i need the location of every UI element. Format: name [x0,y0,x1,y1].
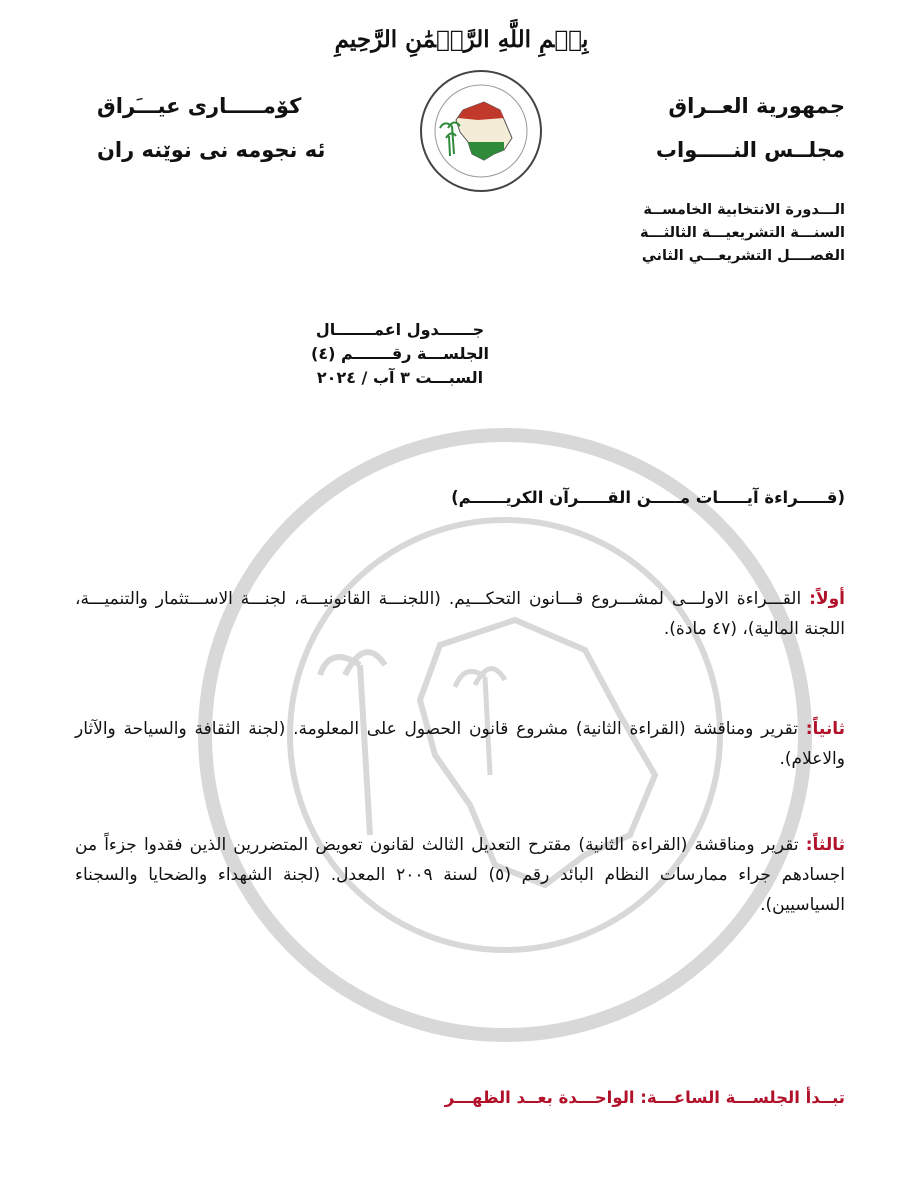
basmala-heading: بِسۡمِ اللَّهِ الرَّحۡمَٰنِ الرَّحِيمِ [334,26,589,53]
agenda-item [75,830,845,920]
parliament-emblem-icon [418,68,544,194]
agenda-item-text: تقرير ومناقشة (القراءة الثانية) مشروع قانون الحصول على المعلومة. (لجنة الثقافة والسياحة والآثار والاعلام). [75,719,845,769]
country-name-kurdish: كۆمـــــارى عيـــَراق [97,94,302,118]
council-name-kurdish: ئه نجومه نى نوێنه ران [97,138,326,162]
session-number: الجلســـة رقـــــــم (٤) [311,344,489,363]
electoral-session: الـــدورة الانتخابية الخامســة [643,202,845,218]
agenda-item-number: أولاً: [809,589,845,609]
agenda-title: جــــــدول اعمـــــــال [315,320,485,339]
session-date: السبـــت ٣ آب / ٢٠٢٤ [316,368,484,387]
agenda-item [75,584,845,644]
quran-reading-item: (قـــــراءة آيـــــات مـــــن القـــــرآن الكريــــــم) [451,488,845,507]
council-name-arabic: مجلــس النـــــواب [655,138,845,162]
agenda-item-number: ثانياً: [805,719,845,739]
agenda-item-text: تقرير ومناقشة (القراءة الثانية) مقترح التعديل الثالث لقانون تعويض المتضررين الذين فقدوا جزءاً من اجسادهم جراء ممارسات النظام البائد رقم (٥) لسنة ٢٠٠٩ المعدل. (لجنة الشهداء والضحايا والسجناء السياسيين). [75,835,845,915]
agenda-item-text: القـــراءة الاولـــى لمشـــروع قـــانون التحكـــيم. (اللجنـــة القانونيـــة، لجنـــة الاســـتثمار والتنميـــة، اللجنة المالية)، (٤٧ مادة). [75,589,845,639]
session-start-time: تبــدأ الجلســـة الساعـــة: الواحـــدة بعــد الظهـــر [444,1088,845,1107]
agenda-item [75,714,845,774]
country-name-arabic: جمهورية العــراق [668,94,845,118]
agenda-item-number: ثالثاً: [805,835,845,855]
legislative-year: السنـــة التشريعيـــة الثالثـــة [640,225,845,241]
legislative-chapter: الفصــــل التشريعـــي الثاني [641,248,845,264]
